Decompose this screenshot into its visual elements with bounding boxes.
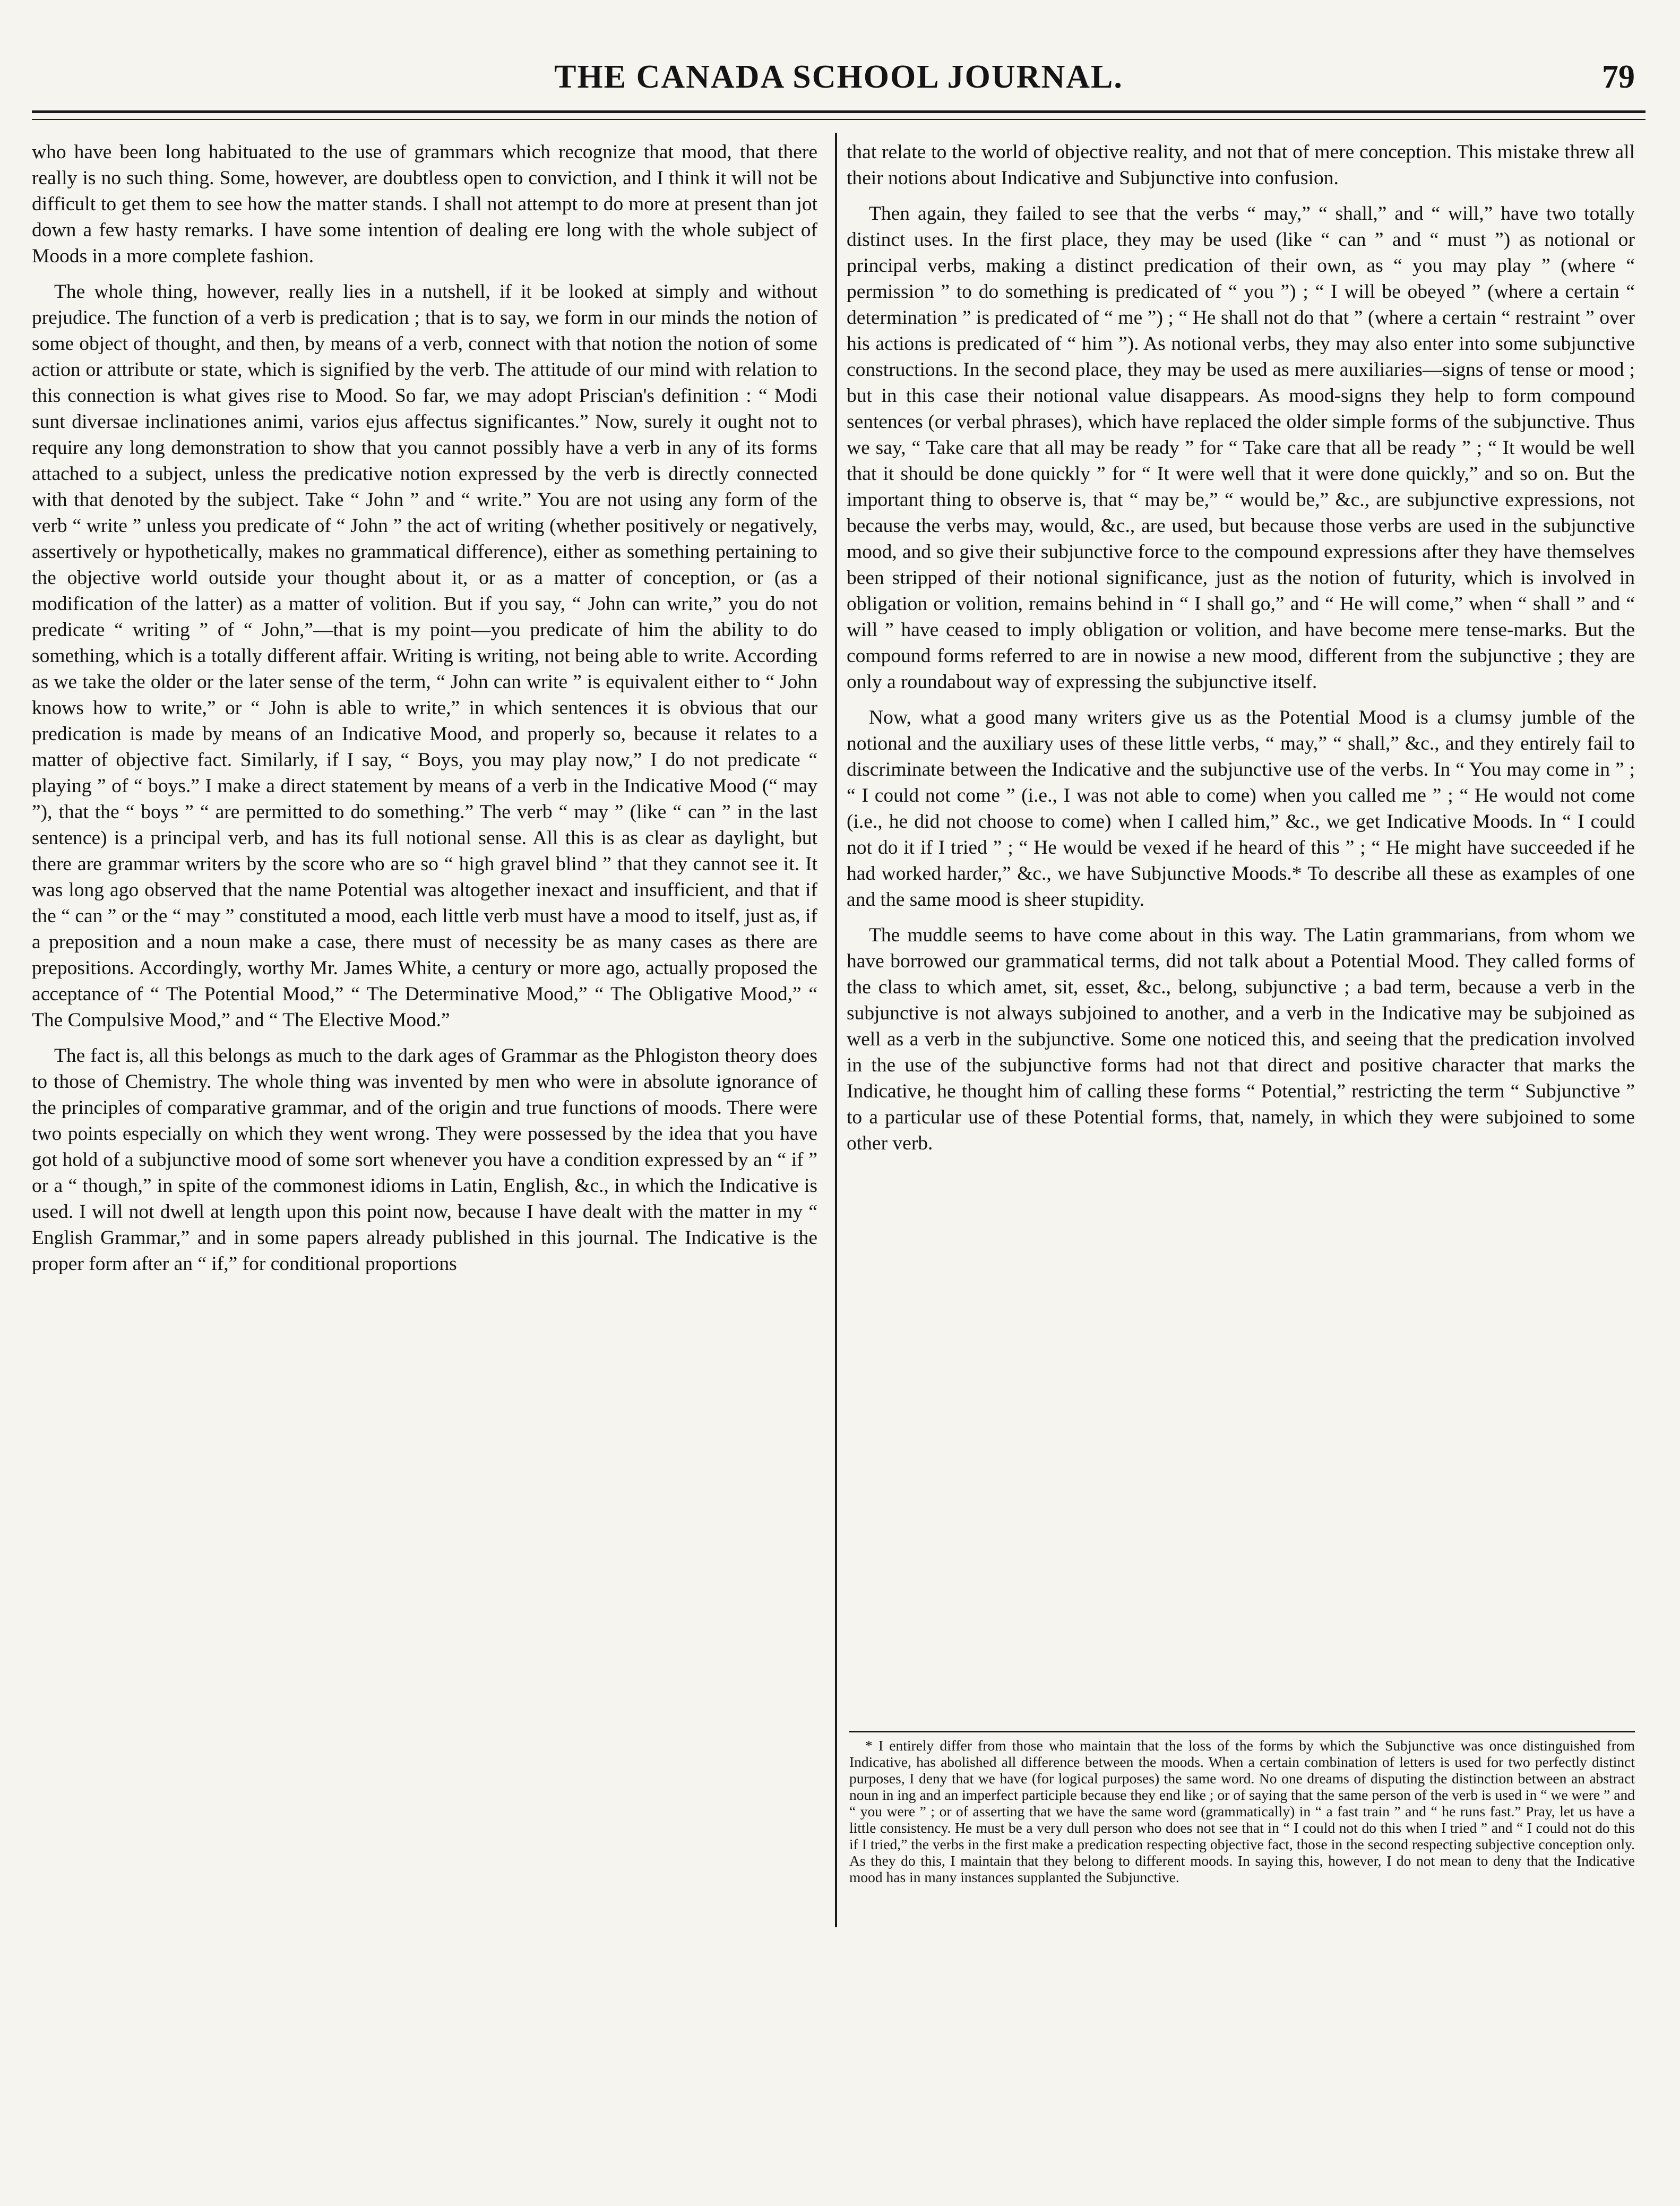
right-paragraph-1: that relate to the world of objective reality, and not that of mere conception. This mistake threw all their notions about Indicative and Subjunctive into confusion. — [847, 141, 1635, 189]
header-rule-thin — [32, 119, 1645, 120]
page-number: 79 — [1602, 59, 1635, 95]
right-paragraph-4: The muddle seems to have come about in this way. The Latin grammarians, from whom we have borrowed our grammatical terms, did not talk about a Potential Mood. They called forms of the class to which amet, sit, esset, &c., belong, subjunctive ; a bad term, because a verb in the subjunctive is not always subjoined to another, and a verb in the Indicative may be subjoined as well as a verb in the subjunctive. Some one noticed this, and seeing that the predication involved in the use of the subjunctive forms had not that direct and positive character that marks the Indicative, he thought him of calling these forms “ Potential,” restricting the term “ Subjunctive ” to a particular use of these Potential forms, that, namely, in which they were subjoined to some other verb. — [847, 924, 1635, 1154]
right-column — [847, 139, 1635, 1166]
journal-title: THE CANADA SCHOOL JOURNAL. — [554, 59, 1123, 95]
header-rule-thick — [32, 110, 1645, 113]
page-header — [32, 42, 1645, 117]
column-divider — [835, 133, 837, 1927]
left-column — [32, 139, 817, 1286]
footnote-rule — [849, 1731, 1635, 1732]
left-paragraph-2: The whole thing, however, really lies in a nutshell, if it be looked at simply and without prejudice. The function of a verb is predication ; that is to say, we form in our minds the notion of some object of thought, and then, by means of a verb, connect with that notion the notion of some action or attribute or state, which is signified by the verb. The attitude of our mind with relation to this connection is what gives rise to Mood. So far, we may adopt Priscian's definition : “ Modi sunt diversae inclinationes animi, varios ejus affectus significantes.” Now, surely it ought not to require any long demonstration to show that you cannot possibly have a verb in any of its forms attached to a subject, unless the predicative notion expressed by the verb is directly connected with that denoted by the subject. Take “ John ” and “ write.” You are not using any form of the verb “ write ” unless you predicate of “ John ” the act of writing (whether positively or negatively, assertively or hypothetically, makes no grammatical difference), either as something pertaining to the objective world outside your thought about it, or as a matter of conception, or (as a modification of the latter) as a matter of volition. But if you say, “ John can write,” you do not predicate “ writing ” of “ John,”—that is my point—you predicate of him the ability to do something, which is a totally different affair. Writing is writing, not being able to write. According as we take the older or the later sense of the term, “ John can write ” is equivalent either to “ John knows how to write,” or “ John is able to write,” in which sentences it is obvious that our predication is made by means of an Indicative Mood, and properly so, because it relates to a matter of objective fact. Similarly, if I say, “ Boys, you may play now,” I do not predicate “ playing ” of “ boys.” I make a direct statement by means of a verb in the Indicative Mood (“ may ”), that the “ boys ” “ are permitted to do something.” The verb “ may ” (like “ can ” in the last sentence) is a principal verb, and has its full notional sense. All this is as clear as daylight, but there are grammar writers by the score who are so “ high gravel blind ” that they cannot see it. It was long ago observed that the name Potential was altogether inexact and insufficient, and that if the “ can ” or the “ may ” constituted a mood, each little verb must have a mood to itself, just as, if a preposition and a noun make a case, there must of necessity be as many cases as there are prepositions. Accordingly, worthy Mr. James White, a century or more ago, actually proposed the acceptance of “ The Potential Mood,” “ The Determinative Mood,” “ The Obligative Mood,” “ The Compulsive Mood,” and “ The Elective Mood.” — [32, 281, 817, 1031]
footnote — [849, 1737, 1635, 1885]
right-paragraph-2: Then again, they failed to see that the verbs “ may,” “ shall,” and “ will,” have two totally distinct uses. In the first place, they may be used (like “ can ” and “ must ”) as notional or principal verbs, making a distinct predication of their own, as “ you may play ” (where “ permission ” to do something is predicated of “ you ”) ; “ I will be obeyed ” (where a certain “ determination ” is predicated of “ me ”) ; “ He shall not do that ” (where a certain “ restraint ” over his actions is predicated of “ him ”). As notional verbs, they may also enter into some subjunctive constructions. In the second place, they may be used as mere auxiliaries—signs of tense or mood ; but in this case their notional value disappears. As mood-signs they help to form compound sentences (or verbal phrases), which have replaced the older simple forms of the subjunctive. Thus we say, “ Take care that all may be ready ” for “ Take care that all be ready ” ; “ It would be well that it should be done quickly ” for “ It were well that it were done quickly,” and so on. But the important thing to observe is, that “ may be,” “ would be,” &c., are subjunctive expressions, not because the verbs may, would, &c., are used, but because those verbs are used in the subjunctive mood, and so give their subjunctive force to the compound expressions after they have themselves been stripped of their notional significance, just as the notion of futurity, which is involved in obligation or volition, remains behind in “ I shall go,” and “ He will come,” when “ shall ” and “ will ” have ceased to imply obligation or volition, and have become mere tense-marks. But the compound forms referred to are in nowise a new mood, different from the subjunctive ; they are only a roundabout way of expressing the subjunctive itself. — [847, 203, 1635, 693]
left-paragraph-3: The fact is, all this belongs as much to the dark ages of Grammar as the Phlogiston theory does to those of Chemistry. The whole thing was invented by men who were in absolute ignorance of the principles of comparative grammar, and of the origin and true functions of moods. There were two points especially on which they went wrong. They were possessed by the idea that you have got hold of a subjunctive mood of some sort whenever you have a condition expressed by an “ if ” or a “ though,” in spite of the commonest idioms in Latin, English, &c., in which the Indicative is used. I will not dwell at length upon this point now, because I have dealt with the matter in my “ English Grammar,” and in some papers already published in this journal. The Indicative is the proper form after an “ if,” for conditional proportions — [32, 1045, 817, 1275]
left-paragraph-1: who have been long habituated to the use of grammars which recognize that mood, that there really is no such thing. Some, however, are doubtless open to conviction, and I think it will not be difficult to get them to see how the matter stands. I shall not attempt to do more at present than jot down a few hasty remarks. I have some intention of dealing ere long with the whole subject of Moods in a more complete fashion. — [32, 141, 817, 267]
footnote-text: * I entirely differ from those who maintain that the loss of the forms by which the Subjunctive was once distinguished from Indicative, has abolished all difference between the moods. When a certain combination of letters is used for two perfectly distinct purposes, I deny that we have (for logical purposes) the same word. No one dreams of disputing the distinction between an abstract noun in ing and an imperfect participle because they end like ; or of saying that the same person of the verb is used in “ we were ” and “ you were ” ; or of asserting that we have the same word (grammatically) in “ a fast train ” and “ he runs fast.” Pray, let us have a little consistency. He must be a very dull person who does not see that in “ I could not do this when I tried ” and “ I could not do this if I tried,” the verbs in the first make a predication respecting objective fact, those in the second respecting subjective conception only. As they do this, I maintain that they belong to different moods. In saying this, however, I do not mean to deny that the Indicative mood has in many instances supplanted the Subjunctive. — [849, 1737, 1635, 1885]
right-paragraph-3: Now, what a good many writers give us as the Potential Mood is a clumsy jumble of the notional and the auxiliary uses of these little verbs, “ may,” “ shall,” &c., and they entirely fail to discriminate between the Indicative and the subjunctive use of the verbs. In “ You may come in ” ; “ I could not come ” (i.e., I was not able to come) when you called me ” ; “ He would not come (i.e., he did not choose to come) when I called him,” &c., we get Indicative Moods. In “ I could not do it if I tried ” ; “ He would be vexed if he heard of this ” ; “ He might have succeeded if he had worked harder,” &c., we have Subjunctive Moods.* To describe all these as examples of one and the same mood is sheer stupidity. — [847, 707, 1635, 911]
